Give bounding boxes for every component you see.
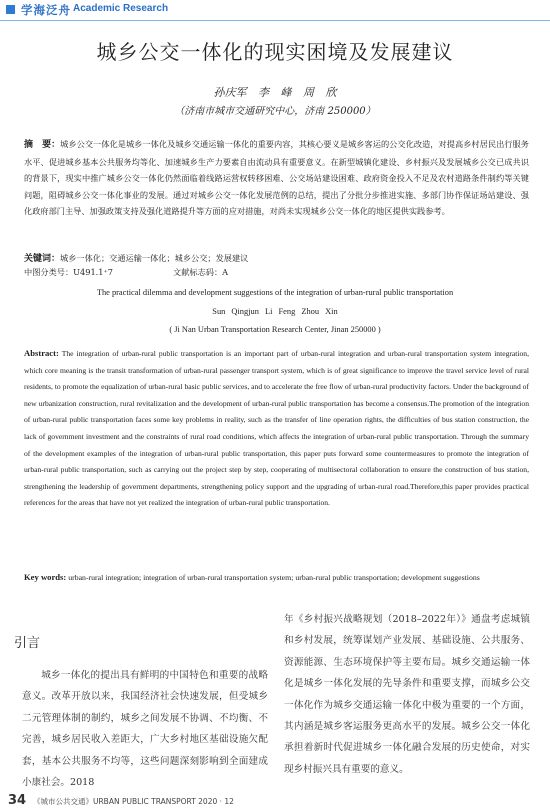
column-name-english: Academic Research [73,3,169,14]
abstract-zh-label: 摘 要： [24,140,61,150]
column-name: 学海泛舟 [21,3,71,17]
affiliation: （济南市城市交通研究中心，济南 250000） [174,106,376,117]
english-title: The practical dilemma and development suggestions of the integration of urban-rural public transportation [96,288,454,297]
abstract-en-text: The integration of urban-rural public transportation is an important part of urban-rural integration and urban-rural transportation system integration, which core meaning is the transit transformation of urban-rural passenger transport system, which is of great significance to improve the travel service level of rural residents, to promote the equalization of urban-rural basic public services, and to accelerate the free flow of urban-rural productivity factors. Under the background of new urbanization construction, rural revitalization and the development of urban-rural public transportation has become a consensus.The promotion of the integration of urban-rural public transportation faces some key problems in reality, such as the transfer of line operation rights, the difficulties of bus station construction, the lack of government investment and the constraints of rural road conditions, which affects the integration of urban-rural public transportation. Through the summary of the development examples of the integration of urban-rural public transportation, this paper puts forward some countermeasures to promote the integration of urban-rural public transportation, such as carrying out the project step by step, cooperating of multisectoral collaboration to ensure the construction of bus station, strengthening the leadership of government departments, strengthening policy support and the upgrading of urban-rural road.Therefore,this paper provides practical references for the areas that have not yet realized the integration of urban-rural public transportation. [24,349,529,508]
classification [24,267,288,278]
running-header [0,0,550,22]
clc-number: 中图分类号：U491.1⁺7 [24,267,113,277]
paper-title: 城乡公交一体化的现实困境及发展建议 [96,40,454,64]
header-rule [0,20,550,21]
page-number: 34 [8,793,27,808]
english-authors: Sun Qingjun Li Feng Zhou Xin [212,307,338,316]
keywords-zh-label: 关键词： [24,254,61,264]
abstract-en-label: Abstract: [24,348,59,358]
body-left-column: 城乡一体化的提出具有鲜明的中国特色和重要的战略意义。改革开放以来，我国经济社会快速发展，但受城乡二元管理体制的制约，城乡之间发展不协调、不均衡、不完善，城乡居民收入差距大，广大乡村地区基础设施欠配套，基本公共服务不均等，这些问题深刻影响到全面建成小康社会。2018 [22,670,268,789]
abstract-en [24,345,529,512]
document-code: 文献标志码：A [173,267,229,277]
keywords-en-label: Key words: [24,572,67,582]
keywords-zh [24,251,529,266]
journal-name: 《城市公共交通》URBAN PUBLIC TRANSPORT 2020 · 12 [32,797,234,806]
keywords-en-text: urban-rural integration; integration of urban-rural transportation system; urban-rural public transportation; development suggestions [68,573,480,582]
keywords-zh-text: 城乡一体化；交通运输一体化；城乡公交；发展建议 [60,253,249,263]
english-affiliation: ( Ji Nan Urban Transportation Research Center, Jinan 250000 ) [169,325,381,334]
page-footer [8,793,548,809]
abstract-zh-text: 城乡公交一体化是城乡一体化及城乡交通运输一体化的重要内容，其核心要义是城乡客运的公交化改造，对提高乡村居民出行服务水平、促进城乡基本公共服务均等化、加速城乡生产力要素自由流动具有重要意义。在新型城镇化建设、乡村振兴及发展城乡公交已成共识的背景下，现实中推广城乡公交一体化仍然面临着线路运营权转移困难、公交场站建设困难、政府资金投入不足及农村道路条件制约等关键问题，阻碍城乡公交一体化事业的发展。通过对城乡公交一体化发展范例的总结，提出了分批分步推进实施、多部门协作保证场站建设、强化政府部门主导、加强政策支持及强化道路提升等方面的应对措施，对尚未实现城乡公交一体化的地区提供实践参考。 [24,139,529,216]
section-marker-square [6,5,15,14]
body-right-column: 年《乡村振兴战略规划（2018–2022年）》通盘考虑城镇和乡村发展，统筹谋划产业发展、基础设施、公共服务、资源能源、生态环境保护等主要布局。城乡交通运输一体化是城乡一体化发展的先导条件和重要支撑，而城乡公交一体化作为城乡交通运输一体化中极为重要的一个方面，其内涵是城乡客运服务更高水平的发展。城乡公交一体化承担着新时代促进城乡一体化融合发展的历史使命，对实现乡村振兴具有重要的意义。 [284,614,530,775]
section-heading: 引言 [14,636,41,651]
keywords-en [24,569,529,587]
authors: 孙庆军 李 峰 周 欣 [213,86,337,99]
abstract-zh [24,136,529,220]
